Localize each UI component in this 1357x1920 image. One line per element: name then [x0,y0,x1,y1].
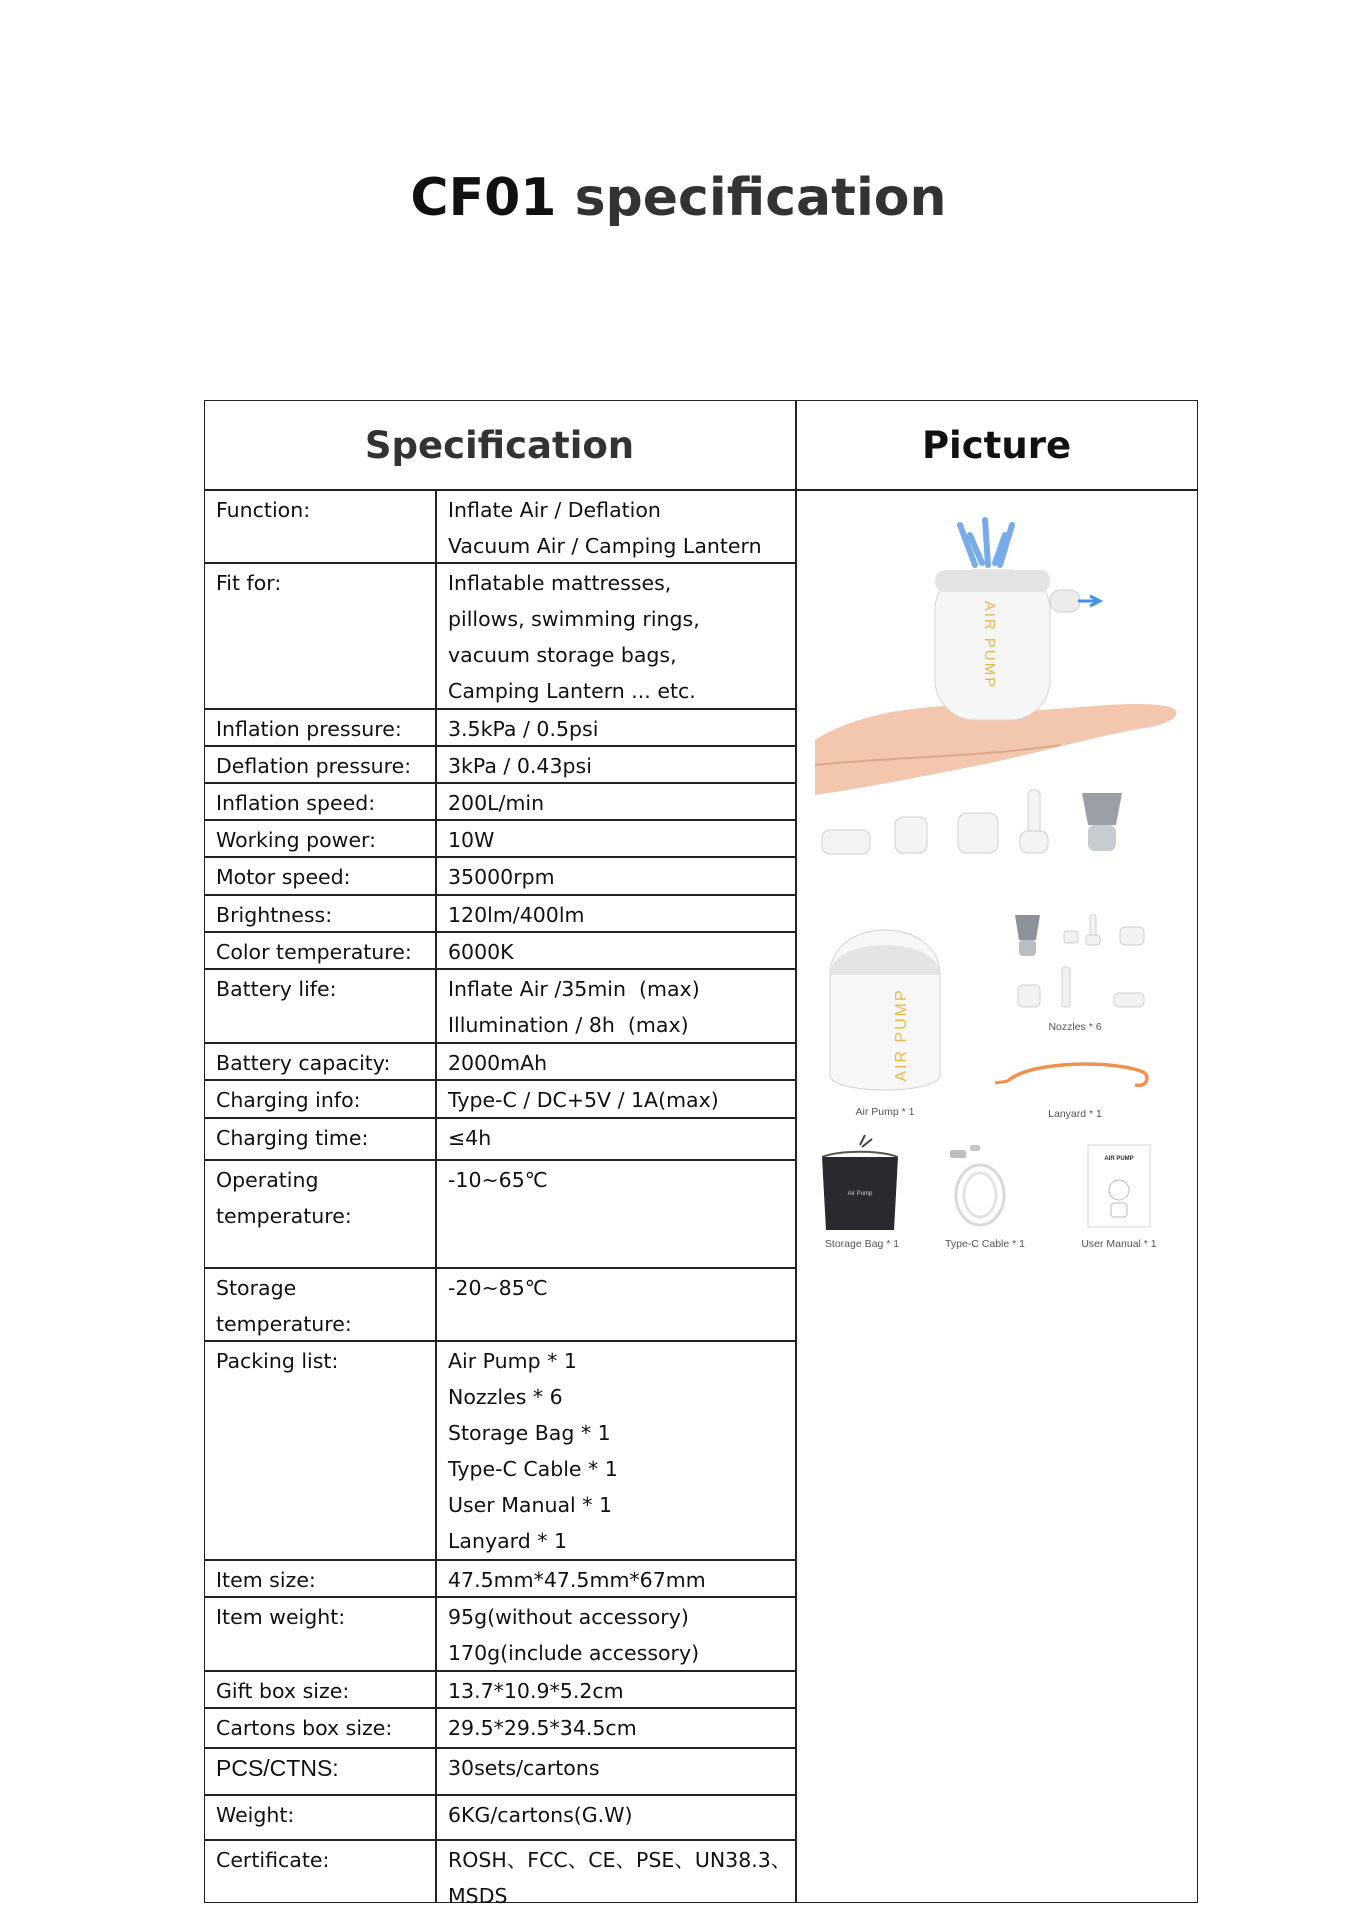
spec-label-line: Motor speed: [216,865,351,889]
table-row [204,1673,795,1710]
spec-label-line: Battery capacity: [216,1051,391,1075]
spec-label [216,1270,431,1342]
spec-value-line: 95g(without accessory) [448,1605,689,1629]
spec-label [216,1082,431,1118]
spec-value [448,859,793,895]
table-row [204,934,795,971]
spec-value [448,492,793,564]
spec-label [216,492,431,528]
spec-label [216,971,431,1007]
table-row [204,822,795,859]
spec-label [216,1599,431,1635]
title-model: CF01 [410,168,557,228]
spec-value-line: ROSH、FCC、CE、PSE、UN38.3、 [448,1848,792,1872]
spec-label-line: PCS/CTNS: [216,1755,339,1781]
spec-value [448,1270,793,1306]
specification-header: Specification [364,423,635,467]
table-row [204,748,795,785]
spec-label-line: Certificate: [216,1848,330,1872]
spec-value-line: 120lm/400lm [448,903,585,927]
spec-value-line: Vacuum Air / Camping Lantern [448,534,762,558]
spec-value [448,897,793,933]
spec-value-line: 35000rpm [448,865,555,889]
spec-value-line: MSDS [448,1884,508,1908]
spec-value [448,1120,793,1156]
spec-value-line: Nozzles * 6 [448,1385,563,1409]
spec-value [448,711,793,747]
spec-label [216,1750,431,1786]
spec-label-line: Inflation pressure: [216,717,402,741]
spec-label-line: Charging time: [216,1126,369,1150]
spec-value [448,1710,793,1746]
spec-value-line: 170g(include accessory) [448,1641,700,1665]
spec-label-line: Operating [216,1168,319,1192]
spec-label-line: Item weight: [216,1605,346,1629]
spec-value-line: 3.5kPa / 0.5psi [448,717,599,741]
spec-label [216,897,431,933]
table-row [204,785,795,822]
table-row [204,1599,795,1673]
table-row [204,1162,795,1270]
spec-label-line: Charging info: [216,1088,361,1112]
spec-label-line: Deflation pressure: [216,754,412,778]
spec-value-line: vacuum storage bags, [448,643,677,667]
spec-label-line: Color temperature: [216,940,412,964]
spec-label [216,859,431,895]
spec-label-line: Working power: [216,828,377,852]
spec-value-line: 2000mAh [448,1051,548,1075]
spec-label-line: Fit for: [216,571,282,595]
spec-label-line: Battery life: [216,977,337,1001]
spec-value-line: 10W [448,828,495,852]
spec-value-line: ≤4h [448,1126,492,1150]
spec-label [216,1710,431,1746]
spec-value [448,1599,793,1671]
spec-value-line: 3kPa / 0.43psi [448,754,592,778]
picture-header: Picture [921,423,1072,467]
product-picture [800,495,1195,1275]
table-row [204,1120,795,1162]
table-row [204,897,795,934]
spec-value [448,1045,793,1081]
spec-label [216,1797,431,1833]
package-contents-image [822,915,1157,1250]
spec-label [216,1562,431,1598]
spec-label [216,1162,431,1234]
spec-value-line: Inflatable mattresses, [448,571,672,595]
spec-label-line: Gift box size: [216,1679,350,1703]
spec-value [448,934,793,970]
spec-value-line: Inflate Air / Deflation [448,498,661,522]
caption-nozzles: Nozzles * 6 [1048,1021,1102,1033]
caption-storage-bag: Storage Bag * 1 [824,1238,900,1250]
spec-label-line: Storage [216,1276,297,1300]
table-row [204,711,795,748]
manual-print: AIR PUMP [1104,1156,1134,1162]
spec-label [216,822,431,858]
spec-value [448,1162,793,1198]
spec-value-line: pillows, swimming rings, [448,607,700,631]
spec-label [216,1842,431,1878]
spec-label [216,565,431,601]
spec-value-line: 47.5mm*47.5mm*67mm [448,1568,706,1592]
spec-value-line: -10~65℃ [448,1168,548,1192]
pump-in-hand-image [815,520,1176,795]
spec-value-line: Air Pump * 1 [448,1349,577,1373]
spec-label [216,785,431,821]
spec-value-line: Lanyard * 1 [448,1529,568,1553]
table-row [204,859,795,897]
spec-label [216,711,431,747]
spec-label-line: Inflation speed: [216,791,376,815]
header-divider [204,489,1198,491]
spec-value-line: Camping Lantern ... etc. [448,679,696,703]
spec-value-line: Illumination / 8h (max) [448,1013,689,1037]
spec-value [448,1562,793,1598]
spec-label-line: Function: [216,498,311,522]
spec-value-line: User Manual * 1 [448,1493,613,1517]
table-row [204,1562,795,1599]
spec-value [448,971,793,1043]
table-row [204,1710,795,1750]
spec-value [448,1797,793,1833]
spec-label-line: temperature: [216,1204,352,1228]
spec-value-line: 6000K [448,940,514,964]
table-row [204,565,795,711]
spec-label [216,934,431,970]
column-divider [795,400,797,1903]
spec-label [216,1343,431,1379]
page-title [0,168,1357,228]
spec-value [448,1673,793,1709]
spec-label [216,1120,431,1156]
caption-air-pump: Air Pump * 1 [855,1106,915,1118]
spec-value-line: 30sets/cartons [448,1756,600,1780]
spec-value-line: -20~85℃ [448,1276,548,1300]
nozzles-row-image [822,790,1122,854]
table-row [204,971,795,1045]
spec-label-line: Brightness: [216,903,333,927]
spec-value-line: Type-C Cable * 1 [448,1457,618,1481]
table-row [204,1343,795,1562]
spec-label-line: Cartons box size: [216,1716,393,1740]
spec-value [448,822,793,858]
caption-lanyard: Lanyard * 1 [1048,1108,1102,1120]
spec-label [216,1673,431,1709]
table-row [204,1082,795,1120]
spec-label-line: temperature: [216,1312,352,1336]
spec-label [216,748,431,784]
spec-label-line: Item size: [216,1568,316,1592]
spec-value [448,748,793,784]
table-row [204,1750,795,1797]
caption-manual: User Manual * 1 [1081,1238,1157,1250]
table-row [204,1797,795,1842]
table-row [204,492,795,565]
bag-print: Air Pump [847,1191,873,1197]
spec-value [448,1750,793,1786]
spec-value-line: 13.7*10.9*5.2cm [448,1679,624,1703]
table-row [204,1842,795,1908]
spec-value [448,1343,793,1559]
pump-label: AIR PUMP [981,600,998,690]
spec-value [448,785,793,821]
spec-label-line: Packing list: [216,1349,339,1373]
spec-value [448,1082,793,1118]
spec-value [448,565,793,709]
caption-cable: Type-C Cable * 1 [945,1238,1025,1250]
spec-value-line: Type-C / DC+5V / 1A(max) [448,1088,719,1112]
spec-value-line: Storage Bag * 1 [448,1421,611,1445]
table-row [204,1045,795,1082]
spec-value-line: 29.5*29.5*34.5cm [448,1716,637,1740]
title-text: specification [574,168,947,228]
spec-value-line: 200L/min [448,791,545,815]
spec-label-line: Weight: [216,1803,295,1827]
spec-value-line: Inflate Air /35min (max) [448,977,700,1001]
table-row [204,1270,795,1343]
spec-value [448,1842,793,1914]
spec-label [216,1045,431,1081]
spec-value-line: 6KG/cartons(G.W) [448,1803,633,1827]
package-pump-label: AIR PUMP [893,988,910,1082]
